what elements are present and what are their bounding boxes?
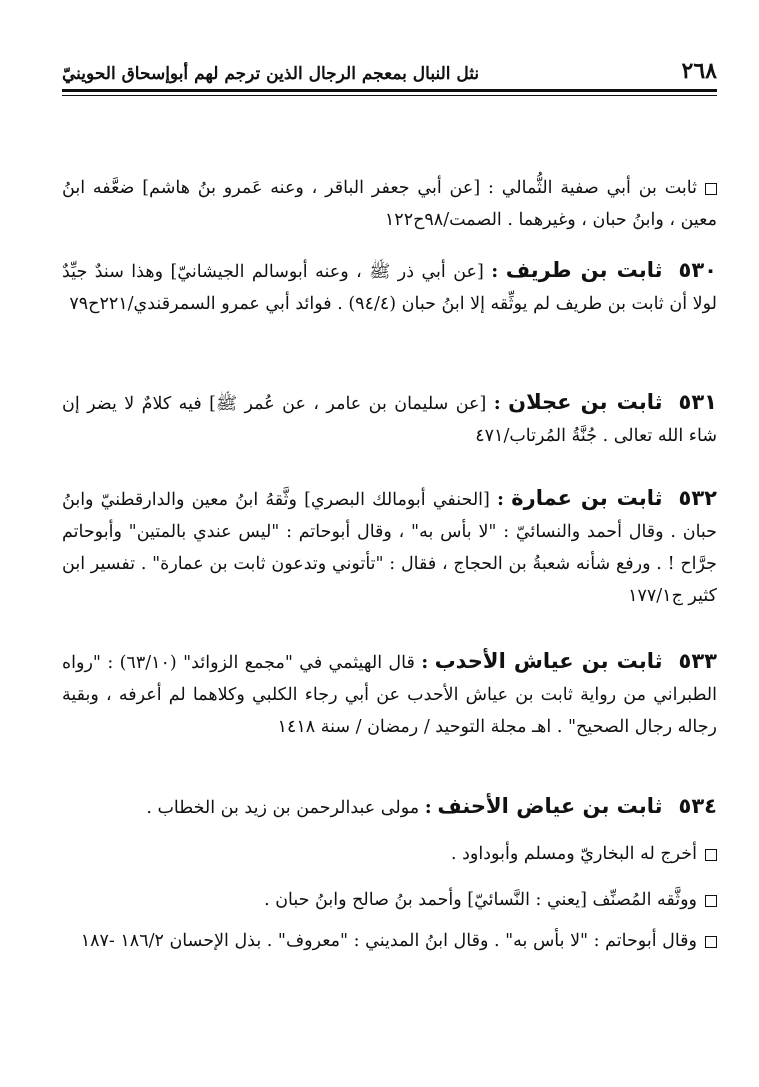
entry-text: ووثَّقه المُصنِّف [يعني : النَّسائيّ] وأحمد بنُ صالح وابنُ حبان . [264, 890, 697, 910]
entry-text: [الحنفي أبومالك البصري] وثَّقهُ ابنُ معين والدارقطنيّ وابنُ حبان . وقال أحمد والنسائيّ : "لا بأس به" ، وقال أبوحاتم : "ليس عندي بالمتين" وأبوحاتم جرَّاح ! . ورفع شأنه شعبةُ بن الحجاج ، فقال : "تأتوني وتدعون ثابت بن عمارة" . تفسير ابن كثير ج١٧٧/١ [62, 490, 717, 606]
list-item [62, 925, 717, 957]
entry-name: ثابت بن عمارة [511, 486, 663, 510]
entry-533 [62, 645, 717, 743]
entry-number: ٥٣٠ [678, 258, 717, 282]
page-header [62, 54, 717, 84]
entry-532 [62, 482, 717, 612]
entry-thabit-ibn-abi-safiyya [62, 172, 717, 236]
entry-colon: : [424, 796, 432, 818]
entry-text: وقال أبوحاتم : "لا بأس به" . وقال ابنُ المديني : "معروف" . بذل الإحسان ١٨٦/٢ -١٨٧ [80, 931, 697, 951]
entry-colon: : [491, 260, 499, 282]
header-rule-thick [62, 89, 717, 92]
entry-text: مولى عبدالرحمن بن زيد بن الخطاب . [146, 798, 420, 818]
page-number: ٢٦٨ [681, 58, 717, 84]
square-bullet-icon [705, 849, 717, 861]
entry-text: ثابت بن أبي صفية الثُّمالي : [عن أبي جعفر الباقر ، وعنه عَمرو بنُ هاشم] ضعَّفه ابنُ معين ، وابنُ حبان ، وغيرهما . الصمت/٩٨ح١٢٢ [62, 178, 717, 230]
entry-number: ٥٣١ [678, 390, 717, 414]
entry-530 [62, 254, 717, 320]
entry-colon: : [497, 488, 505, 510]
entry-name: ثابت بن عياض الأحنف [437, 794, 663, 818]
entry-number: ٥٣٤ [678, 794, 717, 818]
entry-number: ٥٣٢ [678, 486, 717, 510]
entry-colon: : [493, 392, 501, 414]
header-rule-thin [62, 95, 717, 96]
entry-531 [62, 386, 717, 452]
list-item [62, 838, 717, 870]
entry-534 [62, 790, 717, 824]
entry-text: أخرج له البخاريّ ومسلم وأبوداود . [451, 844, 697, 864]
entry-colon: : [421, 651, 429, 673]
list-item [62, 884, 717, 916]
entry-name: ثابت بن عياش الأحدب [434, 649, 663, 673]
entry-name: ثابت بن عجلان [508, 390, 663, 414]
entry-name: ثابت بن طريف [505, 258, 663, 282]
entry-text: [عن أبي ذر ﷺ ، وعنه أبوسالم الجيشانيّ] وهذا سندٌ جيِّدٌ لولا أن ثابت بن طريف لم يوثِّقه إلا ابنُ حبان (٩٤/٤) . فوائد أبي عمرو السمرقندي/٢٢١ح٧٩ [62, 262, 717, 314]
entry-number: ٥٣٣ [678, 649, 717, 673]
running-title: نثل النبال بمعجم الرجال الذين ترجم لهم أبوإسحاق الحوينيّ [62, 64, 480, 84]
entry-text: [عن سليمان بن عامر ، عن عُمر ﷺ] فيه كلامٌ لا يضر إن شاء الله تعالى . جُنَّةُ المُرتاب/٤٧١ [62, 394, 717, 446]
square-bullet-icon [705, 895, 717, 907]
square-bullet-icon [705, 936, 717, 948]
entry-text: قال الهيثمي في "مجمع الزوائد" (٦٣/١٠) : "رواه الطبراني من رواية ثابت بن عياش الأحدب عن أبي رجاء الكلبي وكلاهما لم أعرفه ، وبقية رجاله رجال الصحيح" . اهـ مجلة التوحيد / رمضان / سنة ١٤١٨ [62, 653, 717, 737]
square-bullet-icon [705, 183, 717, 195]
